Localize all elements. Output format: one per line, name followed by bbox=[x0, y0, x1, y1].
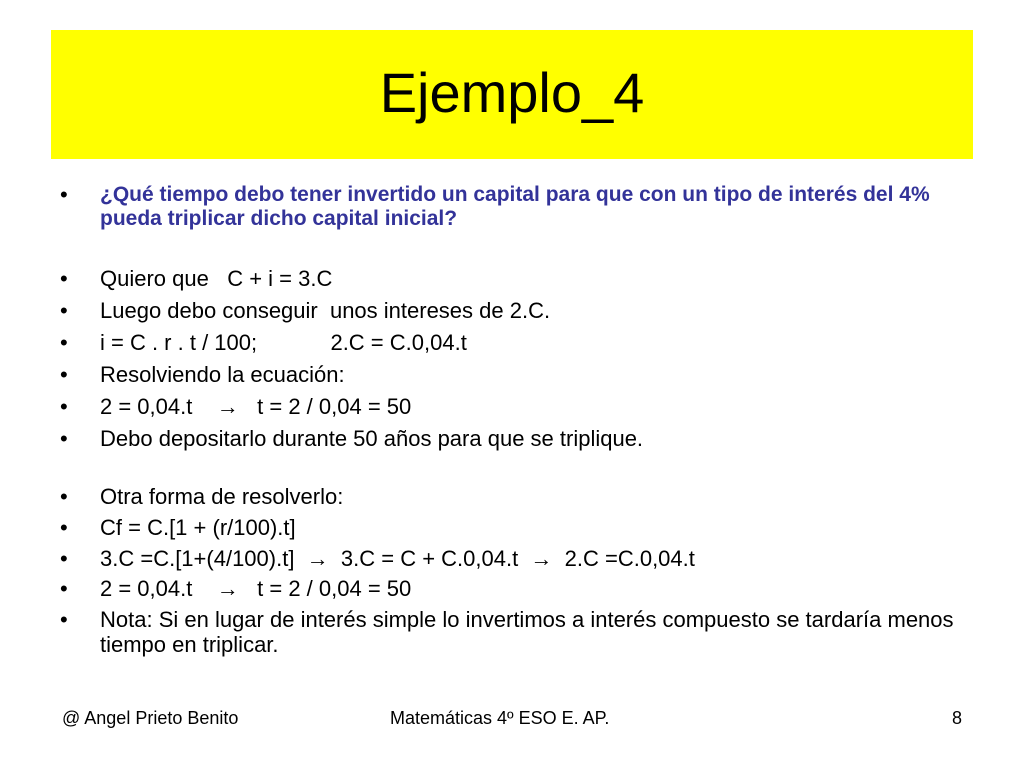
bullet-marker: • bbox=[60, 607, 68, 632]
bullet-text: 2 = 0,04.t → t = 2 / 0,04 = 50 bbox=[100, 394, 412, 419]
footer-author: @ Angel Prieto Benito bbox=[62, 708, 239, 728]
bullet-marker: • bbox=[60, 182, 68, 207]
bullet-item bbox=[60, 330, 960, 355]
bullet-item bbox=[60, 426, 960, 451]
bullet-item bbox=[60, 607, 960, 657]
bullet-text: Debo depositarlo durante 50 años para que se triplique. bbox=[100, 426, 644, 451]
bullet-marker: • bbox=[60, 515, 68, 540]
footer-page-number: 8 bbox=[952, 708, 963, 728]
bullet-marker: • bbox=[60, 362, 68, 387]
bullet-marker: • bbox=[60, 266, 68, 291]
bullet-item bbox=[60, 576, 960, 601]
bullet-item bbox=[60, 298, 960, 323]
bullet-question bbox=[60, 183, 960, 231]
slide-title: Ejemplo_4 bbox=[379, 60, 645, 124]
bullet-text: i = C . r . t / 100; 2.C = C.0,04.t bbox=[100, 330, 467, 355]
bullet-marker: • bbox=[60, 394, 68, 419]
bullet-marker: • bbox=[60, 546, 68, 571]
bullet-marker: • bbox=[60, 298, 68, 323]
bullet-item bbox=[60, 266, 960, 291]
bullet-marker: • bbox=[60, 330, 68, 355]
bullet-text: Cf = C.[1 + (r/100).t] bbox=[100, 515, 296, 540]
footer-course: Matemáticas 4º ESO E. AP. bbox=[390, 708, 610, 728]
bullet-text: 2 = 0,04.t → t = 2 / 0,04 = 50 bbox=[100, 576, 412, 601]
bullet-item bbox=[60, 546, 960, 571]
bullet-text: Nota: Si en lugar de interés simple lo invertimos a interés compuesto se tardaría menos tiempo en triplicar. bbox=[100, 607, 960, 657]
bullet-item bbox=[60, 484, 960, 509]
bullet-text: Resolviendo la ecuación: bbox=[100, 362, 345, 387]
bullet-text: Luego debo conseguir unos intereses de 2.C. bbox=[100, 298, 551, 323]
bullet-item bbox=[60, 362, 960, 387]
bullet-text: 3.C =C.[1+(4/100).t] → 3.C = C + C.0,04.t → 2.C =C.0,04.t bbox=[100, 546, 695, 571]
bullet-text: ¿Qué tiempo debo tener invertido un capital para que con un tipo de interés del 4% pueda triplicar dicho capital inicial? bbox=[100, 183, 936, 230]
bullet-item bbox=[60, 394, 960, 419]
bullet-marker: • bbox=[60, 484, 68, 509]
bullet-marker: • bbox=[60, 576, 68, 601]
bullet-item bbox=[60, 515, 960, 540]
bullet-text: Otra forma de resolverlo: bbox=[100, 484, 344, 509]
bullet-marker: • bbox=[60, 426, 68, 451]
bullet-text: Quiero que C + i = 3.C bbox=[100, 266, 333, 291]
